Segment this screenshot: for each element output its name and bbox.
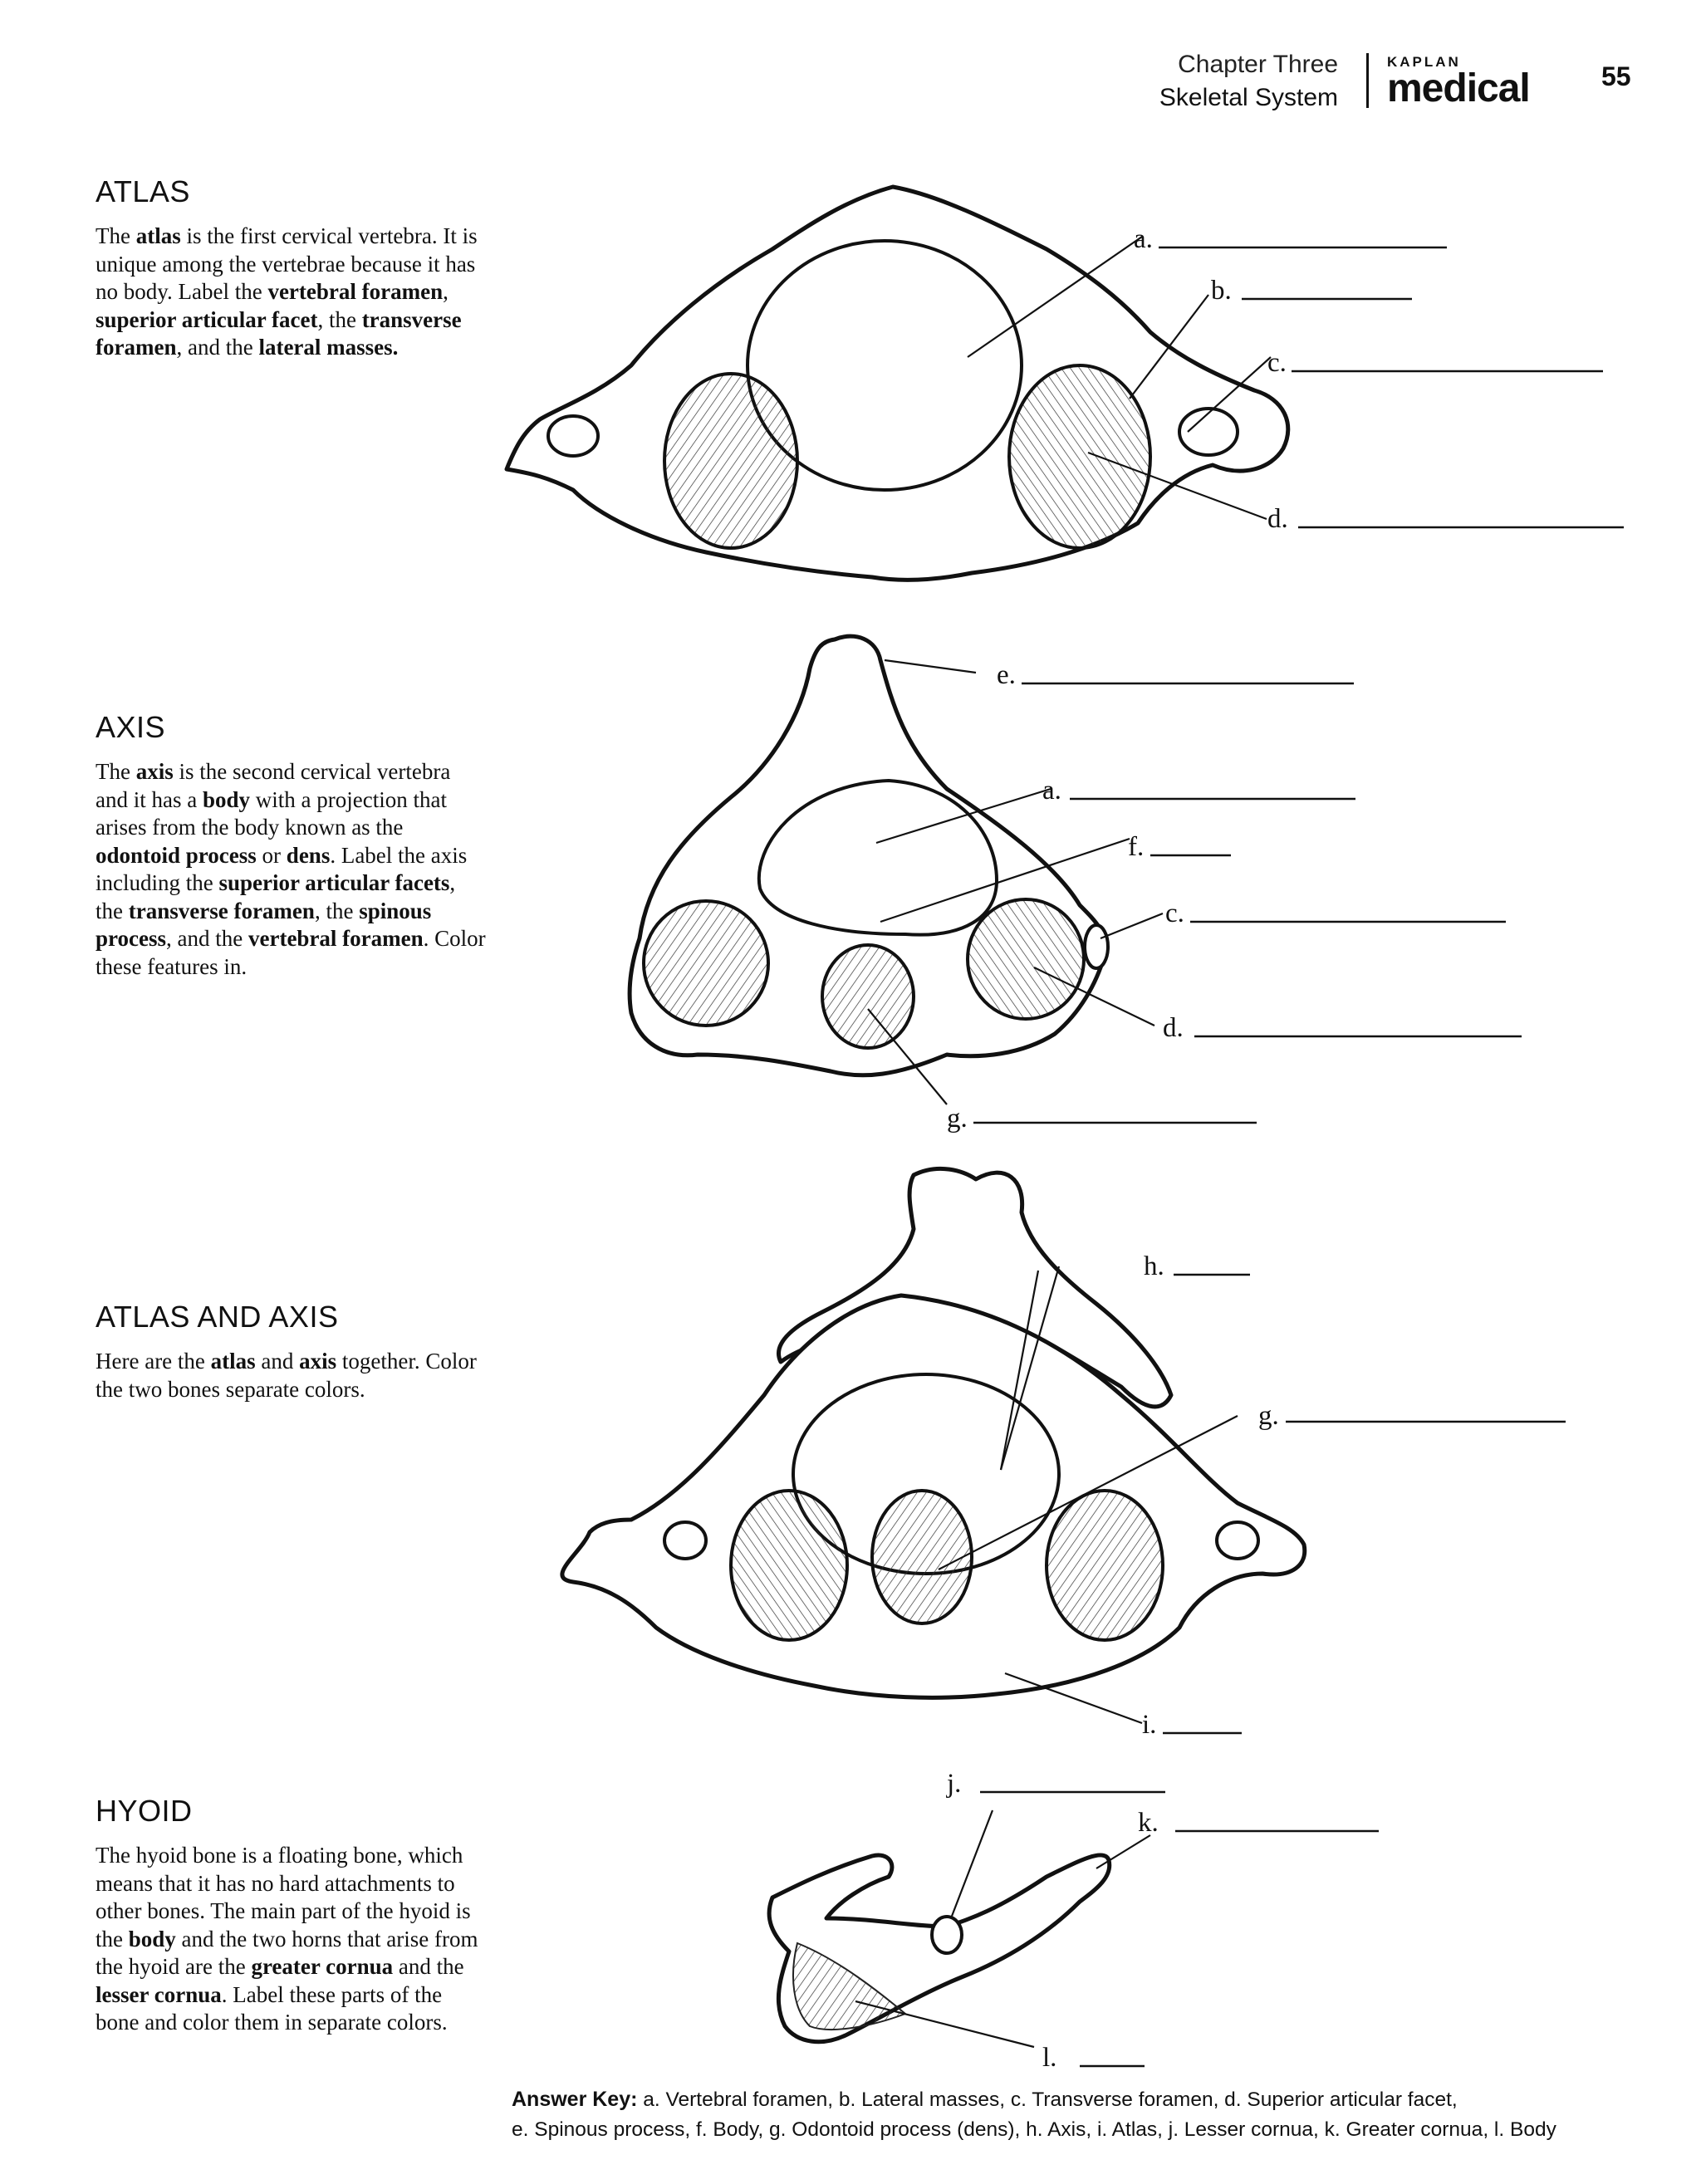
chapter-title: Chapter Three	[1178, 51, 1338, 78]
hyoid-illustration	[769, 1769, 1379, 2073]
axis-left-articular-facet	[644, 901, 768, 1026]
hyoid-label-k: k.	[1138, 1808, 1159, 1838]
logo-medical: medical	[1387, 66, 1530, 110]
section-body: The hyoid bone is a floating bone, which means that it has no hard attachments to other bones. The main part of the hyoid is the body and the two horns that arise from the hyoid are the greater cornua and the lesser cornua. Label these parts of the bone and color them in separate colors.	[96, 1843, 478, 2035]
atlas-illustration	[507, 187, 1624, 580]
axis-label-g: g.	[947, 1104, 968, 1134]
leader-j	[951, 1810, 993, 1918]
atlas-right-lateral-mass	[1009, 365, 1150, 548]
atlas-label-a: a.	[1134, 224, 1153, 254]
section-body: The atlas is the first cervical vertebra. It is unique among the vertebrae because it has no body. Label the vertebral foramen, superior articular facet, the transverse foramen, and the lateral masses.	[96, 223, 478, 360]
section-body: Here are the atlas and axis together. Color the two bones separate colors.	[96, 1349, 477, 1402]
combined-left-mass	[731, 1491, 847, 1640]
leader-c2	[1101, 913, 1163, 938]
axis-transverse-foramen	[1085, 925, 1108, 968]
axis-right-articular-facet	[968, 899, 1084, 1019]
axis-label-a: a.	[1042, 776, 1061, 806]
answer-key	[512, 2084, 1674, 2145]
combined-label-h: h.	[1144, 1251, 1164, 1281]
axis-label-c: c.	[1165, 899, 1184, 928]
combined-dens	[872, 1491, 972, 1623]
atlas-label-d: d.	[1267, 504, 1288, 534]
section-heading: ATLAS	[96, 174, 190, 208]
logo-kaplan: KAPLAN	[1387, 54, 1461, 70]
section-heading: ATLAS AND AXIS	[96, 1300, 339, 1334]
combined-label-i: i.	[1142, 1710, 1157, 1740]
leader-l	[855, 2001, 1034, 2047]
hyoid-lesser-cornua	[932, 1917, 962, 1953]
axis-illustration	[630, 636, 1522, 1134]
atlas-left-transverse-foramen	[548, 416, 598, 456]
section-heading: HYOID	[96, 1794, 193, 1828]
atlas-label-c: c.	[1267, 348, 1287, 378]
answer-key-line-2: e. Spinous process, f. Body, g. Odontoid process (dens), h. Axis, i. Atlas, j. Lesser cornua, k. Greater cornua, l. Body	[512, 2118, 1556, 2141]
page-number: 55	[1601, 61, 1631, 91]
combined-right-mass	[1047, 1491, 1163, 1640]
combined-label-g: g.	[1258, 1401, 1279, 1431]
axis-label-d: d.	[1163, 1013, 1184, 1043]
atlas-left-lateral-mass	[664, 374, 797, 548]
combined-left-transverse-foramen	[664, 1522, 706, 1559]
section-body: The axis is the second cervical vertebra and it has a body with a projection that arises from the body known as the odontoid process or dens. Label the axis including the superior articular facets, the transverse foramen, the spinous process, and the vertebral foramen. Color these features in.	[96, 759, 486, 979]
atlas-label-b: b.	[1211, 276, 1232, 306]
section-heading: AXIS	[96, 710, 166, 744]
axis-label-f: f.	[1128, 832, 1145, 862]
hyoid-label-j: j.	[947, 1769, 962, 1799]
axis-odontoid-process	[822, 945, 914, 1048]
axis-label-e: e.	[997, 660, 1016, 690]
answer-key-line-1: Answer Key: a. Vertebral foramen, b. Lateral masses, c. Transverse foramen, d. Superior articular facet,	[512, 2088, 1458, 2111]
atlas-axis-illustration	[562, 1168, 1566, 1740]
chapter-subtitle: Skeletal System	[1159, 84, 1338, 111]
leader-k	[1096, 1835, 1150, 1868]
answer-key-title: Answer Key:	[512, 2088, 638, 2111]
leader-e	[885, 660, 976, 673]
combined-right-transverse-foramen	[1217, 1522, 1258, 1559]
hyoid-label-l: l.	[1042, 2043, 1057, 2073]
